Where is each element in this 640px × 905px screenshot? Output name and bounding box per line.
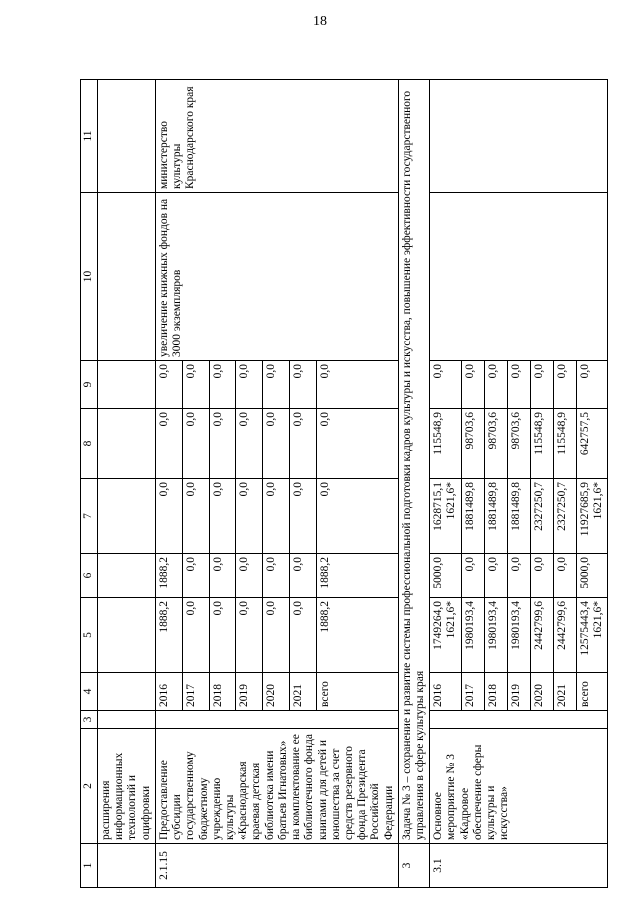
value-cell: 0,0 [236, 409, 263, 479]
value-cell: 0,0 [155, 361, 182, 409]
value-cell: 2327250,7 [530, 479, 553, 554]
value-cell: 0,0 [530, 361, 553, 409]
value-cell: 115548,9 [430, 409, 461, 479]
value-cell: 5000,0 [576, 554, 607, 598]
value-cell: 98703,6 [507, 409, 530, 479]
value-cell: 0,0 [290, 479, 317, 554]
value-cell: 2327250,7 [553, 479, 576, 554]
value-cell: 0,0 [507, 361, 530, 409]
value-cell: 0,0 [236, 598, 263, 673]
program-measures-table [80, 79, 608, 888]
value-main: 12575443,4 [578, 601, 591, 656]
value-cell: 1888,2 [317, 554, 399, 598]
year-cell: 2019 [236, 673, 263, 711]
value-cell: 0,0 [182, 409, 209, 479]
year-cell: 2020 [263, 673, 290, 711]
year-cell: 2016 [155, 673, 182, 711]
value-cell: 0,0 [290, 361, 317, 409]
value-cell: 0,0 [155, 479, 182, 554]
year-cell: всего [317, 673, 399, 711]
expected-result [430, 193, 608, 361]
year-cell: 2021 [553, 673, 576, 711]
value-cell: 0,0 [461, 554, 484, 598]
value-main: 1628715,1 [432, 482, 445, 531]
col-number: 8 [81, 409, 98, 479]
year-cell: 2021 [290, 673, 317, 711]
value-cell: 115548,9 [553, 409, 576, 479]
value-footnote: 1621,6* [445, 482, 458, 520]
value-cell [430, 479, 461, 554]
year-cell: всего [576, 673, 607, 711]
value-cell: 0,0 [209, 554, 236, 598]
value-cell [576, 479, 607, 554]
value-cell: 642757,5 [576, 409, 607, 479]
col-number: 3 [81, 711, 98, 729]
value-cell: 0,0 [461, 361, 484, 409]
value-main: 11927685,9 [578, 482, 591, 537]
value-cell: 0,0 [182, 598, 209, 673]
value-cell: 0,0 [317, 479, 399, 554]
measure-name: Основное мероприятие № 3 «Кадровое обеспечение сферы культуры и искусства» [430, 729, 608, 844]
value-cell: 2442799,6 [553, 598, 576, 673]
value-cell: 1980193,4 [507, 598, 530, 673]
value-main: 1749264,0 [432, 601, 445, 650]
year-cell: 2017 [182, 673, 209, 711]
year-cell: 2017 [461, 673, 484, 711]
value-cell: 0,0 [530, 554, 553, 598]
value-footnote: 1621,6* [445, 601, 458, 639]
col-number: 9 [81, 361, 98, 409]
value-cell: 0,0 [576, 361, 607, 409]
value-cell: 0,0 [290, 554, 317, 598]
value-cell: 0,0 [317, 361, 399, 409]
value-cell: 0,0 [263, 361, 290, 409]
value-cell: 0,0 [290, 598, 317, 673]
col-number: 1 [81, 844, 98, 888]
col-number: 10 [81, 193, 98, 361]
task-number: 3 [398, 844, 429, 888]
value-cell: 0,0 [209, 409, 236, 479]
value-cell: 0,0 [236, 479, 263, 554]
value-cell: 0,0 [155, 409, 182, 479]
task-row [398, 80, 429, 888]
page-number: 18 [313, 14, 327, 29]
measure-number: 2.1.15 [155, 844, 398, 888]
value-cell: 0,0 [484, 361, 507, 409]
value-footnote: 1621,6* [591, 601, 604, 639]
value-cell: 98703,6 [484, 409, 507, 479]
value-cell: 0,0 [553, 554, 576, 598]
measure-name: Предоставление субсидии государственному бюджетному учреждению культуры «Краснодарская краевая детская библиотека имени братьев Игнатовых» на комплектование ее библиотечного фонда книгами для детей и юношества за счет средств резервного фонда Президента Российской Федерации [155, 729, 398, 844]
value-cell [576, 598, 607, 673]
value-cell: 0,0 [290, 409, 317, 479]
value-cell: 0,0 [209, 479, 236, 554]
value-cell: 0,0 [430, 361, 461, 409]
value-cell: 0,0 [182, 479, 209, 554]
value-cell: 0,0 [484, 554, 507, 598]
value-cell: 0,0 [236, 361, 263, 409]
task-title: Задача № 3 – сохранение и развитие системы профессиональной подготовки кадров культуры и искусства, повышение эффективности государственного управления в сфере культуры края [398, 80, 429, 844]
value-cell: 0,0 [182, 361, 209, 409]
value-cell: 0,0 [209, 361, 236, 409]
year-cell: 2020 [530, 673, 553, 711]
responsible-executor [430, 80, 608, 193]
responsible-executor: министерство культуры Краснодарского края [155, 80, 398, 193]
table-row [155, 80, 182, 888]
expected-result: увеличение книжных фондов на 3000 экземпляров [155, 193, 398, 361]
measure-number: 3.1 [430, 844, 608, 888]
value-cell: 1881489,8 [507, 479, 530, 554]
value-cell: 1888,2 [155, 554, 182, 598]
value-cell: 98703,6 [461, 409, 484, 479]
year-cell: 2018 [209, 673, 236, 711]
value-footnote: 1621,6* [591, 482, 604, 520]
table-row-continuation [98, 80, 156, 888]
col-number: 11 [81, 80, 98, 193]
col-number: 2 [81, 729, 98, 844]
value-cell: 0,0 [263, 598, 290, 673]
value-cell: 1881489,8 [484, 479, 507, 554]
value-cell: 115548,9 [530, 409, 553, 479]
year-cell: 2019 [507, 673, 530, 711]
year-cell: 2016 [430, 673, 461, 711]
value-cell: 0,0 [263, 409, 290, 479]
value-cell: 0,0 [209, 598, 236, 673]
column-number-row [81, 80, 98, 888]
value-cell: 1881489,8 [461, 479, 484, 554]
value-cell: 1888,2 [317, 598, 399, 673]
value-cell: 0,0 [182, 554, 209, 598]
col-number: 4 [81, 673, 98, 711]
value-cell: 1980193,4 [461, 598, 484, 673]
value-cell: 1888,2 [155, 598, 182, 673]
value-cell: 0,0 [317, 409, 399, 479]
year-cell: 2018 [484, 673, 507, 711]
value-cell [430, 598, 461, 673]
col-number: 5 [81, 598, 98, 673]
value-cell: 0,0 [507, 554, 530, 598]
value-cell: 0,0 [263, 554, 290, 598]
col-number: 6 [81, 554, 98, 598]
value-cell: 0,0 [263, 479, 290, 554]
value-cell: 0,0 [553, 361, 576, 409]
value-cell: 2442799,6 [530, 598, 553, 673]
value-cell: 1980193,4 [484, 598, 507, 673]
value-cell: 0,0 [236, 554, 263, 598]
col-number: 7 [81, 479, 98, 554]
measure-name-continued: расширения информационных технологий и оцифровки [98, 729, 156, 844]
table-row [430, 80, 461, 888]
rotated-table-wrapper [80, 80, 604, 888]
value-cell: 5000,0 [430, 554, 461, 598]
